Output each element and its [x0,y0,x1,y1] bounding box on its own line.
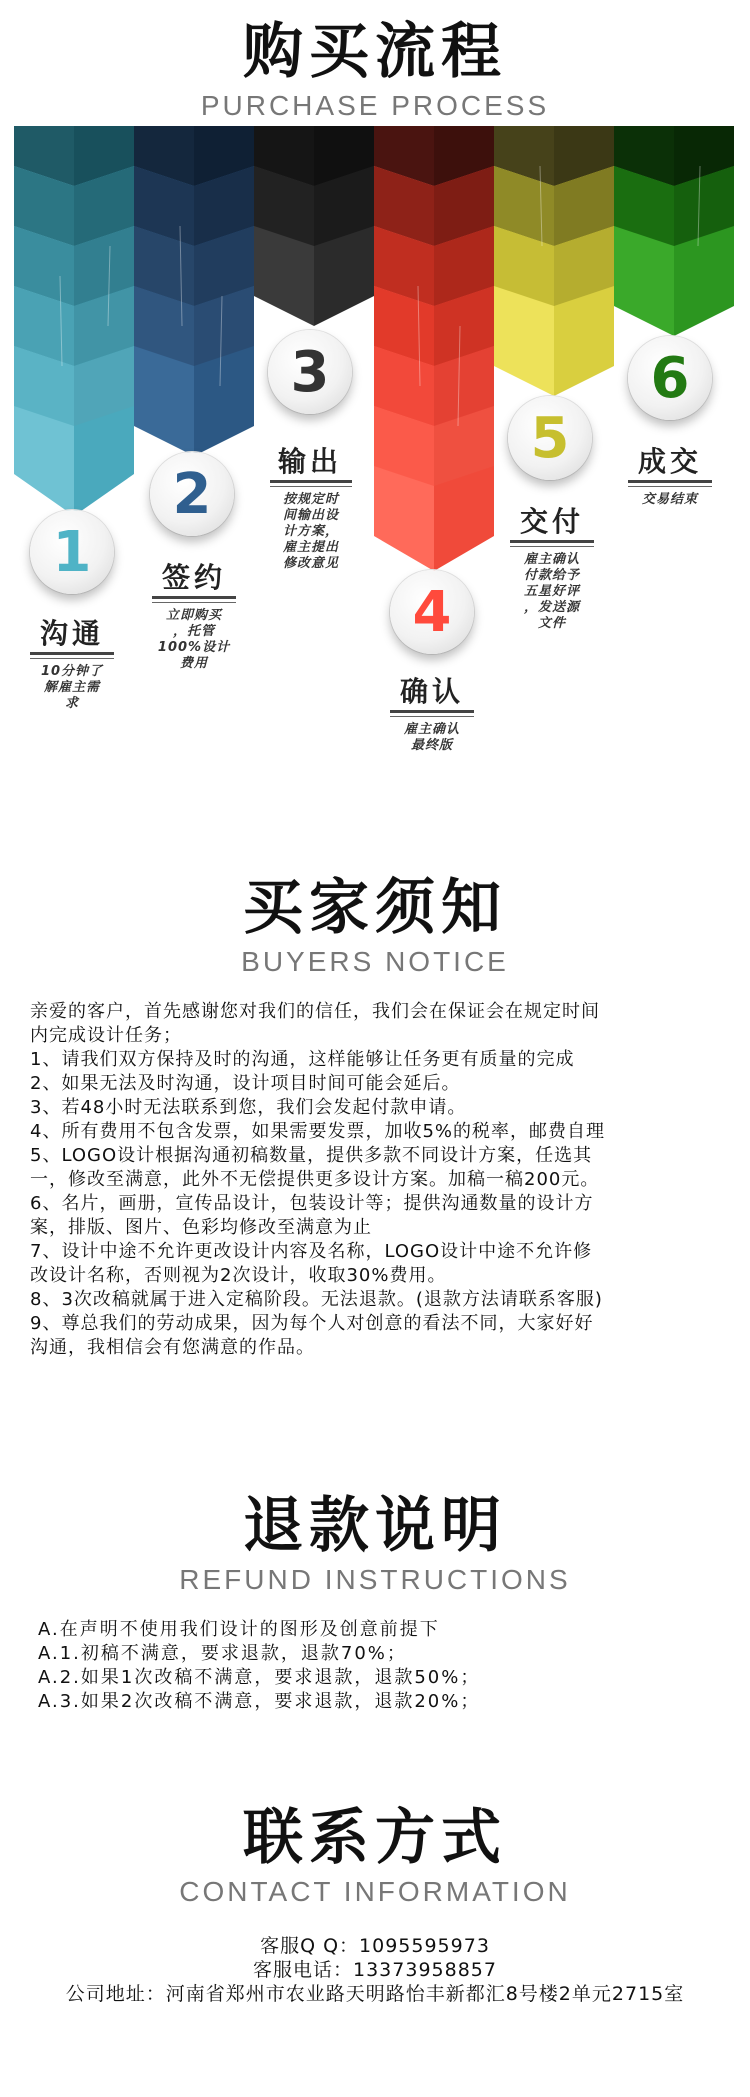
notice-line: 亲爱的客户，首先感谢您对我们的信任，我们会在保证会在规定时间 [30,1001,600,1022]
notice-line: 9、尊总我们的劳动成果，因为每个人对创意的看法不同，大家好好 [30,1313,594,1334]
refund-body [38,1618,718,1714]
step-6-circle [628,336,712,420]
step-2-circle [150,452,234,536]
column-1 [14,126,134,516]
step-4-underline-thin [390,716,474,717]
step-1-underline-thin [30,658,114,659]
notice-line: 6、名片，画册，宣传品设计，包装设计等；提供沟通数量的设计方 [30,1193,594,1214]
step-3-underline [270,480,352,483]
column-2 [134,126,254,456]
process-title: 购买流程 [243,17,507,87]
step-1-circle [30,510,114,594]
notice-line: 4、所有费用不包含发票，如果需要发票，加收5%的税率，邮费自理 [30,1121,606,1142]
step-4-underline [390,710,474,713]
step-2-underline-thin [152,602,236,603]
contact-phone: 客服电话：13373958857 [253,1959,497,1981]
notice-line: 案，排版、图片、色彩均修改至满意为止 [30,1217,372,1238]
column-3 [254,126,374,326]
column-6 [614,126,734,336]
notice-subtitle: BUYERS NOTICE [241,946,509,977]
step-4-circle [390,570,474,654]
step-5-number: 5 [530,405,570,471]
step-1-desc: 10分钟了 解雇主需 求 [40,664,104,711]
column-4 [374,126,494,571]
step-4-number: 4 [412,579,452,645]
column-5 [494,126,614,396]
refund-line: A.在声明不使用我们设计的图形及创意前提下 [38,1619,440,1640]
step-3-number: 3 [290,339,330,405]
step-6-underline-thin [628,486,712,487]
refund-title: 退款说明 [243,1491,507,1561]
contact-qq: 客服Q Q：1095595973 [260,1935,490,1957]
step-3-desc: 按规定时 间输出设 计方案， 雇主提出 修改意见 [282,492,339,571]
step-4-name: 确认 [399,675,464,708]
notice-line: 1、请我们双方保持及时的沟通，这样能够让任务更有质量的完成 [30,1049,575,1070]
refund-line: A.3.如果2次改稿不满意，要求退款，退款20%； [38,1691,481,1712]
step-4-desc: 雇主确认 最终版 [403,722,460,753]
step-6-desc: 交易结束 [641,492,698,507]
step-2-name: 签约 [161,561,226,594]
refund-line: A.1.初稿不满意，要求退款，退款70%； [38,1643,407,1664]
notice-line: 一，修改至满意，此外不无偿提供更多设计方案。加稿一稿200元。 [30,1169,600,1190]
contact-body [0,1934,750,2006]
contact-address: 公司地址：河南省郑州市农业路天明路怡丰新都汇8号楼2单元2715室 [65,1983,685,2005]
notice-line: 沟通，我相信会有您满意的作品。 [30,1337,315,1358]
step-3-circle [268,330,352,414]
notice-line: 内完成设计任务； [30,1025,182,1046]
step-6-name: 成交 [637,445,702,478]
step-2-number: 2 [172,461,212,527]
refund-line: A.2.如果1次改稿不满意，要求退款，退款50%； [38,1667,481,1688]
step-3-name: 输出 [277,445,342,478]
notice-line: 3、若48小时无法联系到您，我们会发起付款申请。 [30,1097,467,1118]
step-5-underline-thin [510,546,594,547]
step-6-number: 6 [650,345,690,411]
notice-title: 买家须知 [243,873,507,943]
process-subtitle: PURCHASE PROCESS [200,90,550,121]
refund-subtitle: REFUND INSTRUCTIONS [179,1564,571,1595]
step-2-underline [152,596,236,599]
notice-line: 改设计名称，否则视为2次设计，收取30%费用。 [30,1265,447,1286]
step-3-underline-thin [270,486,352,487]
notice-line: 5、LOGO设计根据沟通初稿数量，提供多款不同设计方案，任选其 [30,1145,593,1166]
step-2-desc: 立即购买 ，托管 100%设计 费用 [157,608,231,671]
notice-line: 2、如果无法及时沟通，设计项目时间可能会延后。 [30,1073,461,1094]
notice-line: 8、3次改稿就属于进入定稿阶段。无法退款。(退款方法请联系客服) [30,1289,603,1310]
notice-line: 7、设计中途不允许更改设计内容及名称，LOGO设计中途不允许修 [30,1241,593,1262]
contact-subtitle: CONTACT INFORMATION [179,1876,571,1907]
step-5-desc: 雇主确认 付款给予 五星好评 ，发送源 文件 [523,552,580,631]
step-5-underline [510,540,594,543]
step-6-underline [628,480,712,483]
notice-body [30,1000,730,1360]
step-1-number: 1 [52,519,92,585]
contact-title: 联系方式 [243,1803,507,1873]
step-5-circle [508,396,592,480]
step-1-underline [30,652,114,655]
step-1-name: 沟通 [39,617,104,650]
step-5-name: 交付 [519,505,584,538]
